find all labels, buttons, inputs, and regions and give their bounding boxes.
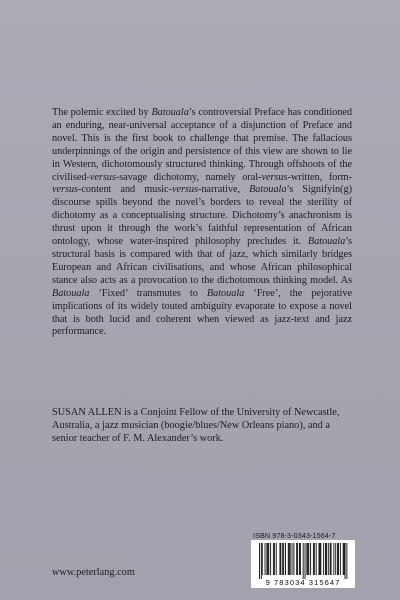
barcode-bar bbox=[314, 543, 315, 575]
text-run: ’s Signifyin(g) discourse spills beyond the novel’s borders to reveal the sterility of dichotomy as a conceptualising structure. Dichotomy’s anachronism is thrust upon it through the work’s faithful representation of African ontology, whose water-inspired philosophy precludes it. bbox=[52, 184, 352, 248]
barcode-bar bbox=[343, 543, 344, 575]
italic-run: Batouala bbox=[151, 107, 189, 118]
barcode-bar bbox=[325, 543, 326, 575]
barcode-bar bbox=[319, 543, 320, 575]
barcode-digits: 9 783034 315647 bbox=[265, 578, 341, 587]
author-bio: SUSAN ALLEN is a Conjoint Fellow of the University of Newcastle, Australia, a jazz musician (boogie/blues/New Orleans piano), and a senior teacher of F. M. Alexander’s work. bbox=[52, 407, 340, 444]
italic-run: Batouala bbox=[206, 287, 245, 299]
italic-run: versus bbox=[52, 184, 79, 196]
barcode-bar bbox=[305, 543, 306, 579]
italic-run: Batouala bbox=[249, 184, 287, 196]
italic-run: versus bbox=[261, 171, 288, 183]
barcode-bar bbox=[261, 543, 262, 579]
barcode-bar bbox=[340, 543, 341, 575]
text-run: -narrative, bbox=[197, 184, 250, 196]
barcode-bar bbox=[307, 543, 308, 575]
barcode-bar bbox=[293, 543, 294, 575]
barcode-bar bbox=[338, 543, 339, 575]
isbn-label: ISBN 978-3-0343-1564-7 bbox=[253, 531, 336, 540]
barcode-bar bbox=[266, 543, 267, 575]
barcode-bar bbox=[320, 543, 321, 575]
barcode-bar bbox=[300, 543, 301, 575]
barcode-bar bbox=[289, 543, 290, 575]
barcode-bar bbox=[326, 543, 327, 575]
barcode-bar bbox=[274, 543, 275, 575]
barcode-bar bbox=[310, 543, 311, 575]
barcode-bar bbox=[328, 543, 329, 575]
barcode-bar bbox=[330, 543, 331, 575]
barcode-bar bbox=[346, 543, 347, 579]
barcode-bar bbox=[306, 543, 307, 575]
text-run: -written, form- bbox=[287, 171, 352, 183]
barcode-bar bbox=[279, 543, 280, 575]
text-run: ‘Fixed’ transmutes to bbox=[89, 287, 207, 299]
barcode-bar bbox=[267, 543, 268, 575]
barcode-bar bbox=[297, 543, 298, 575]
barcode-bar bbox=[290, 543, 291, 575]
barcode-bar bbox=[303, 543, 304, 579]
text-run: The polemic excited by bbox=[52, 107, 152, 118]
barcode-bar bbox=[333, 543, 334, 575]
barcode-bar bbox=[296, 543, 297, 575]
italic-run: Batouala bbox=[52, 287, 90, 299]
text-run: -savage dichotomy, namely oral- bbox=[115, 171, 262, 183]
barcode-bar bbox=[299, 543, 300, 575]
barcode-bar bbox=[265, 543, 266, 575]
barcode-bar bbox=[292, 543, 293, 575]
barcode-bar bbox=[273, 543, 274, 575]
barcode-bar bbox=[285, 543, 286, 575]
italic-run: versus bbox=[89, 171, 116, 183]
text-run: ’s controversial Preface has conditioned an enduring, near-universal acceptance of a disjunction of Preface and novel. This is the first book to challenge that premise. The fallacious underpinnings of the origin and persistence of this view are shown to lie in Western, dichotomously structured thinking. Through offshoots of the civilised- bbox=[52, 107, 352, 183]
text-run: ’s structural basis is compared with that of jazz, which similarly bridges European and African civilisations, and whose African philosophical stance also acts as a provocation to the dichotomous thinking model. As bbox=[52, 236, 352, 286]
barcode-bar bbox=[280, 543, 281, 575]
barcode-bar bbox=[282, 543, 283, 575]
barcode-bar bbox=[323, 543, 324, 575]
italic-run: versus bbox=[171, 184, 198, 196]
barcode bbox=[251, 540, 355, 588]
barcode-bar bbox=[319, 543, 320, 575]
barcode-bar bbox=[268, 543, 269, 575]
barcode-bar bbox=[270, 543, 271, 575]
italic-run: Batouala bbox=[307, 236, 346, 248]
barcode-bar bbox=[259, 543, 260, 579]
barcode-bars bbox=[251, 540, 355, 580]
barcode-bar bbox=[345, 543, 346, 579]
barcode-bar bbox=[283, 543, 284, 575]
barcode-bar bbox=[316, 543, 317, 575]
text-run: ‘Free’, the pejorative implications of its widely touted ambiguity evaporate to expose a novel that is both lucid and coherent when viewed as jazz-text and jazz performance. bbox=[52, 287, 352, 338]
barcode-bar bbox=[288, 543, 289, 575]
publisher-website: www.peterlang.com bbox=[52, 567, 135, 578]
barcode-bar bbox=[262, 543, 263, 575]
text-run: -content and music- bbox=[78, 184, 172, 196]
barcode-bar bbox=[344, 543, 345, 575]
barcode-bar bbox=[331, 543, 332, 575]
barcode-bar bbox=[308, 543, 309, 575]
barcode-bar bbox=[337, 543, 338, 575]
barcode-bar bbox=[276, 543, 277, 575]
book-description bbox=[52, 107, 352, 339]
barcode-bar bbox=[313, 543, 314, 575]
barcode-bar bbox=[335, 543, 336, 575]
